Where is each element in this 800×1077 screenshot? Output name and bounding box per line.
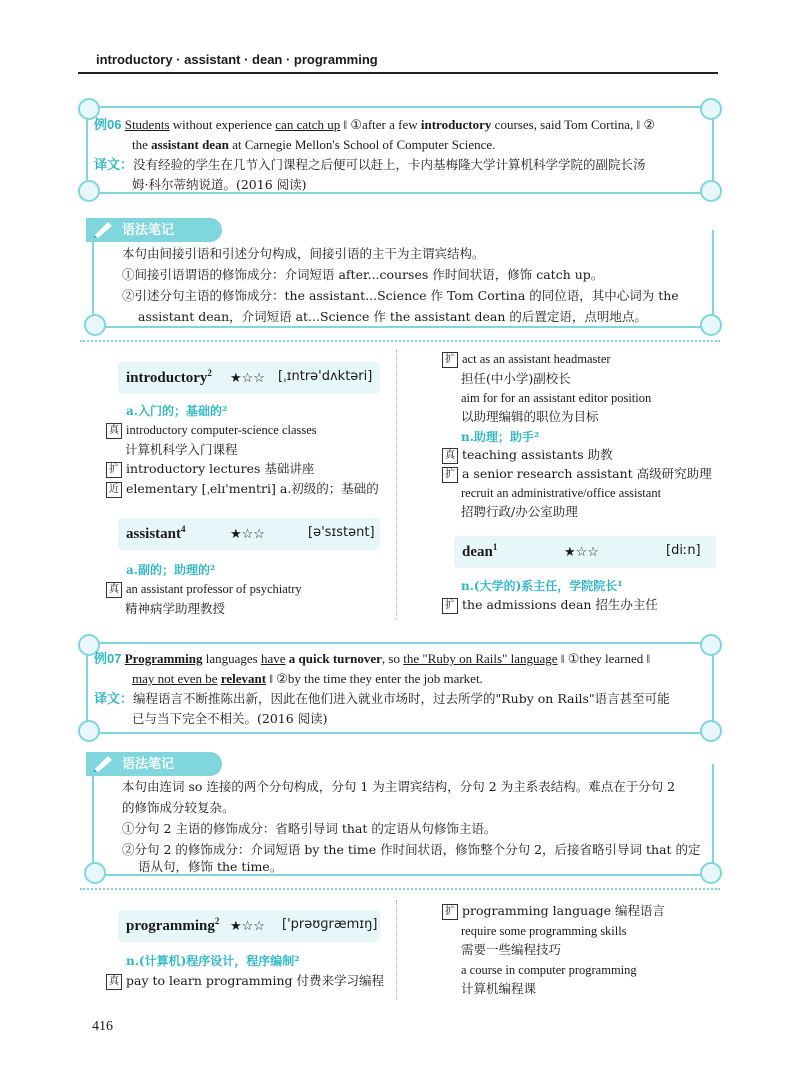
frequency-stars: ★☆☆ [230,370,265,385]
translation [94,154,646,175]
pronunciation: [ə'sɪstənt] [308,525,375,540]
entry-line: recruit an administrative/office assistant [461,486,662,500]
translation-line2: 已与当下完全不相关。(2016 阅读) [132,711,328,726]
entry-line: 真 an assistant professor of psychiatry [106,580,302,598]
keyword: a quick turnover [288,651,382,666]
frequency-stars: ★☆☆ [230,526,265,541]
text: ‖ ①after a few [340,117,421,132]
entry-line: 以助理编辑的职位为目标 [461,409,599,424]
part-of-speech: n.(计算机)程序设计，程序编制² [126,954,300,968]
entry-line: 扩 a senior research assistant 高级研究助理 [442,465,712,483]
example-sentence [94,648,650,669]
text: , so [381,651,404,666]
frequency-stars: ★☆☆ [564,544,599,559]
text: the [132,137,152,152]
grammar-line: assistant dean，介词短语 at...Science 作 the assistant dean 的后置定语，点明地点。 [138,309,647,324]
example-label: 例06 [94,117,122,132]
subject-phrase: the "Ruby on Rails" language [403,651,558,666]
corner-ornament [700,862,722,884]
keyword: assistant dean [151,137,229,152]
text: without experience [169,117,276,132]
predicate-word: have [260,651,286,666]
translation-text: 编程语言不断推陈出新，因此在他们进入就业市场时，过去所学的"Ruby on Rails"语言甚至可能 [133,691,670,706]
predicate-phrase: can catch up [275,117,341,132]
corner-ornament [700,98,722,120]
translation-label: 译文： [94,157,134,172]
grammar-line: 语从句，修饰 the time。 [138,859,283,874]
entry-line: 担任(中小学)副校长 [461,371,571,386]
text: ‖ ①they learned ‖ [557,651,651,666]
grammar-note-title: 语法笔记 [122,223,175,238]
grammar-note-title: 语法笔记 [122,757,175,772]
column-divider [396,350,405,620]
grammar-line: ①间接引语谓语的修饰成分：介词短语 after...courses 作时间状语，修饰 catch up。 [122,267,604,282]
corner-ornament [700,180,722,202]
headword: dean$^1$ [462,542,498,560]
text: languages [202,651,261,666]
pronunciation: [diːn] [666,543,701,558]
keyword: relevant [220,671,267,686]
entry-line: 计算机编程课 [461,981,537,996]
grammar-note-tab [86,752,222,776]
pronunciation: [ˌɪntrə'dʌktəri] [278,369,373,384]
pencil-icon [92,754,114,772]
corner-ornament [78,180,100,202]
text: courses, said Tom Cortina, ‖ ② [491,117,656,132]
part-of-speech: n.(大学的)系主任，学院院长¹ [461,579,623,593]
entry-line: 计算机科学入门课程 [125,442,238,457]
keyword: Programming [124,651,203,666]
corner-ornament [78,720,100,742]
entry-dean [454,536,716,568]
headword: introductory$^2$ [126,368,212,386]
corner-ornament [700,720,722,742]
corner-ornament [700,314,722,336]
pencil-icon [92,220,114,238]
running-header: introductory · assistant · dean · programming [96,52,378,67]
translation-label: 译文： [94,691,134,706]
entry-line: a course in computer programming [461,963,637,977]
keyword: introductory [420,117,492,132]
text: ‖ ②by the time they enter the job market. [266,671,483,686]
text: at Carnegie Mellon's School of Computer Science. [228,137,496,152]
translation [94,688,670,709]
subject-word: Students [124,117,170,132]
entry-line: 招聘行政/办公室助理 [461,504,578,519]
entry-line: 真 introductory computer-science classes [106,421,317,439]
entry-line: 近 elementary [ˌelɪ'mentri] a.初级的；基础的 [106,480,379,498]
grammar-line: ②引述分句主语的修饰成分：the assistant...Science 作 Tom Cortina 的同位语，其中心词为 the [122,288,679,303]
part-of-speech: n.助理；助手² [461,430,540,444]
grammar-line: 的修饰成分较复杂。 [122,800,235,815]
entry-line: 真 teaching assistants 助教 [442,446,613,464]
headword: assistant$^4$ [126,524,186,542]
corner-ornament [84,314,106,336]
entry-line: 真 pay to learn programming 付费来学习编程 [106,972,384,990]
entry-programming [118,910,380,942]
example-sentence [94,114,655,135]
headword: programming$^2$ [126,916,220,934]
entry-line: 扩 programming language 编程语言 [442,902,665,920]
example-box-1 [86,106,714,194]
section-divider [80,888,720,890]
example-sentence-line2 [132,134,495,155]
frequency-stars: ★☆☆ [230,918,265,933]
entry-line: 需要一些编程技巧 [461,942,562,957]
part-of-speech: a.入门的；基础的² [126,404,228,418]
entry-line: require some programming skills [461,924,627,938]
entry-line: aim for for an assistant editor position [461,391,652,405]
grammar-note-tab [86,218,222,242]
part-of-speech: a.副的；助理的² [126,563,216,577]
entry-line: 扩 act as an assistant headmaster [442,350,611,368]
page-number: 416 [92,1019,113,1034]
example-box-2 [86,642,714,734]
translation-text: 没有经验的学生在几节入门课程之后便可以赶上，卡内基梅隆大学计算机科学学院的副院长汤 [133,157,646,172]
entry-line: 扩 the admissions dean 招生办主任 [442,596,658,614]
header-rule [78,72,718,74]
pronunciation: ['prəʊɡræmɪŋ] [282,917,378,932]
predicate-phrase: may not even be [132,671,218,686]
entry-line: 精神病学助理教授 [125,601,226,616]
corner-ornament [84,862,106,884]
entry-assistant [118,518,380,550]
grammar-line: 本句由间接引语和引述分句构成，间接引语的主干为主谓宾结构。 [122,246,485,261]
section-divider [80,340,720,342]
translation-line2: 姆·科尔蒂纳说道。(2016 阅读) [132,177,307,192]
example-sentence-line2 [132,668,483,689]
entry-line: 扩 introductory lectures 基础讲座 [106,460,314,478]
grammar-line: ①分句 2 主语的修饰成分：省略引导词 that 的定语从句修饰主语。 [122,821,497,836]
entry-introductory [118,362,380,394]
column-divider [396,900,405,1000]
grammar-line: 本句由连词 so 连接的两个分句构成，分句 1 为主谓宾结构，分句 2 为主系表结构。难点在于分句 2 [122,779,676,794]
grammar-line: ②分句 2 的修饰成分：介词短语 by the time 作时间状语，修饰整个分句 2，后接省略引导词 that 的定 [122,842,701,857]
corner-ornament [700,634,722,656]
example-label: 例07 [94,651,122,666]
